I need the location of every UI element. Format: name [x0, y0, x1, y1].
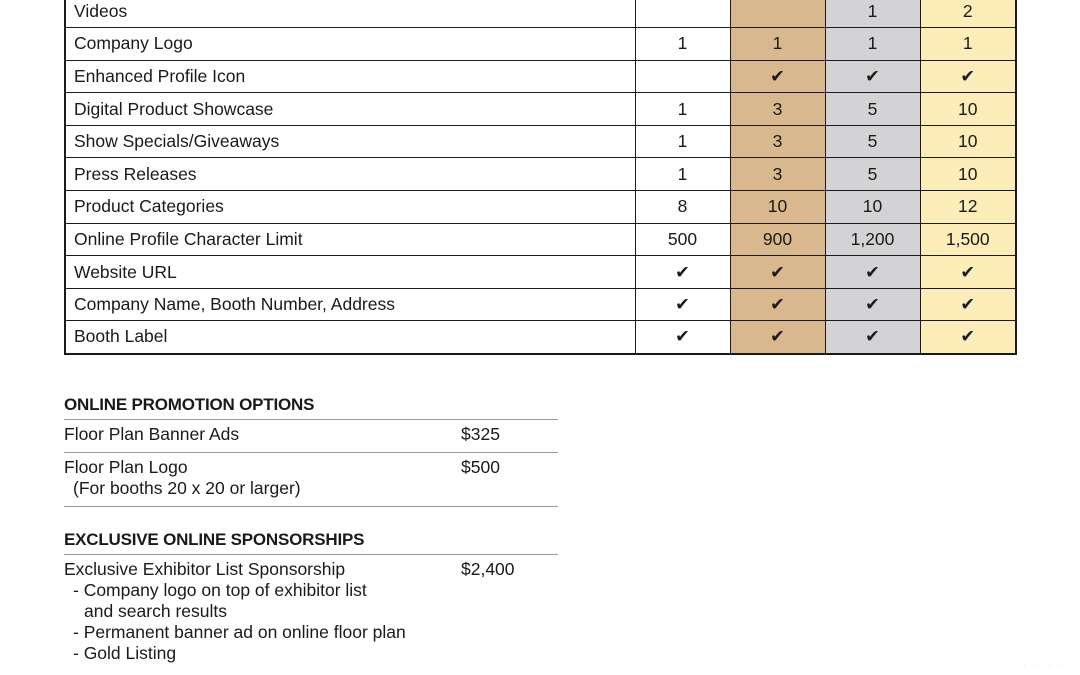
tier-1-cell: 8: [635, 191, 730, 224]
tier-3-cell: ✔: [825, 288, 920, 321]
feature-name-cell: Digital Product Showcase: [65, 93, 635, 126]
feature-name-cell: Show Specials/Giveaways: [65, 125, 635, 158]
online-promotion-title: ONLINE PROMOTION OPTIONS: [64, 395, 315, 414]
tier-4-cell: ✔: [920, 60, 1016, 93]
tier-4-cell: 2: [920, 0, 1016, 28]
sponsorship-detail: - Permanent banner ad on online floor plan: [73, 622, 406, 642]
feature-name-cell: Company Name, Booth Number, Address: [65, 288, 635, 321]
tier-4-cell: 1,500: [920, 223, 1016, 256]
tier-2-cell: [730, 0, 825, 28]
promotion-item-name: Floor Plan Logo: [64, 457, 188, 477]
table-row: [65, 60, 1016, 93]
sponsorship-item-name: Exclusive Exhibitor List Sponsorship: [64, 559, 346, 579]
feature-name-cell: Online Profile Character Limit: [65, 223, 635, 256]
sponsorship-detail: and search results: [84, 601, 227, 621]
feature-name-cell: Videos: [65, 0, 635, 28]
tier-2-cell: 3: [730, 158, 825, 191]
feature-name-cell: Website URL: [65, 256, 635, 289]
tier-4-cell: ✔: [920, 256, 1016, 289]
tier-3-cell: ✔: [825, 321, 920, 354]
tier-3-cell: 5: [825, 158, 920, 191]
tier-1-cell: 1: [635, 28, 730, 61]
exclusive-sponsorship-section: [64, 530, 558, 671]
tier-1-cell: [635, 0, 730, 28]
tier-3-cell: ✔: [825, 256, 920, 289]
feature-name-cell: Press Releases: [65, 158, 635, 191]
tier-4-cell: 10: [920, 93, 1016, 126]
tier-1-cell: 1: [635, 158, 730, 191]
promotion-item-price: $500: [461, 457, 500, 477]
feature-name-cell: Enhanced Profile Icon: [65, 60, 635, 93]
tier-3-cell: 1: [825, 0, 920, 28]
tier-4-cell: 12: [920, 191, 1016, 224]
promotion-item-note: (For booths 20 x 20 or larger): [73, 478, 301, 498]
promotion-item-name: Floor Plan Banner Ads: [64, 424, 240, 444]
exclusive-sponsorship-title: EXCLUSIVE ONLINE SPONSORSHIPS: [64, 530, 365, 549]
tier-3-cell: ✔: [825, 60, 920, 93]
tier-4-cell: 10: [920, 158, 1016, 191]
sponsorship-detail: - Gold Listing: [73, 643, 177, 663]
tier-1-cell: 1: [635, 125, 730, 158]
tier-1-cell: ✔: [635, 288, 730, 321]
tier-3-cell: 10: [825, 191, 920, 224]
sponsorship-item: [64, 555, 558, 671]
tier-3-cell: 1,200: [825, 223, 920, 256]
tier-1-cell: 1: [635, 93, 730, 126]
tier-2-cell: ✔: [730, 60, 825, 93]
tier-1-cell: 500: [635, 223, 730, 256]
promotion-item-price: $325: [461, 424, 500, 444]
tier-2-cell: ✔: [730, 256, 825, 289]
tier-4-cell: 1: [920, 28, 1016, 61]
tier-2-cell: 900: [730, 223, 825, 256]
feature-comparison-table: [64, 0, 1017, 355]
online-promotion-section: [64, 395, 558, 507]
feature-name-cell: Booth Label: [65, 321, 635, 354]
sponsorship-detail: - Company logo on top of exhibitor list: [73, 580, 367, 600]
feature-name-cell: Product Categories: [65, 191, 635, 224]
tier-4-cell: 10: [920, 125, 1016, 158]
tier-4-cell: ✔: [920, 288, 1016, 321]
table-row: [65, 93, 1016, 126]
tier-2-cell: 3: [730, 125, 825, 158]
tier-3-cell: 5: [825, 93, 920, 126]
sponsorship-item-price: $2,400: [461, 559, 515, 579]
tier-4-cell: ✔: [920, 321, 1016, 354]
promotion-item-floor-plan-logo: [64, 453, 558, 507]
feature-name-cell: Company Logo: [65, 28, 635, 61]
table-row: [65, 321, 1016, 354]
table-row: [65, 125, 1016, 158]
tier-3-cell: 1: [825, 28, 920, 61]
tier-1-cell: ✔: [635, 256, 730, 289]
tier-2-cell: ✔: [730, 321, 825, 354]
table-row: [65, 288, 1016, 321]
promotion-item-banner-ads: [64, 420, 558, 453]
decorative-dots: · · · ·: [1023, 660, 1066, 671]
table-row: [65, 223, 1016, 256]
table-row: [65, 256, 1016, 289]
tier-3-cell: 5: [825, 125, 920, 158]
table-row: [65, 28, 1016, 61]
table-row: [65, 0, 1016, 28]
table-row: [65, 158, 1016, 191]
tier-1-cell: [635, 60, 730, 93]
table-row: [65, 191, 1016, 224]
tier-1-cell: ✔: [635, 321, 730, 354]
tier-2-cell: 10: [730, 191, 825, 224]
tier-2-cell: ✔: [730, 288, 825, 321]
tier-2-cell: 1: [730, 28, 825, 61]
tier-2-cell: 3: [730, 93, 825, 126]
